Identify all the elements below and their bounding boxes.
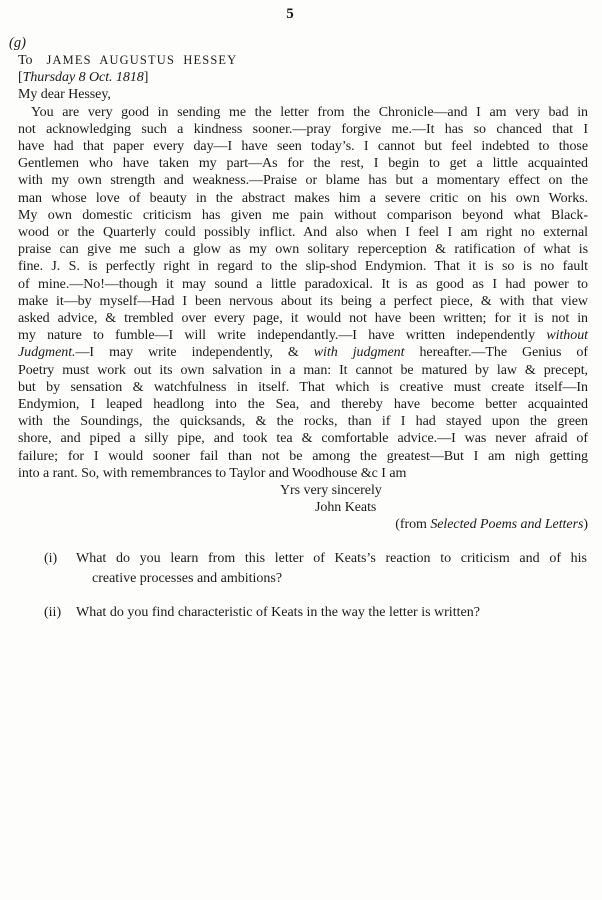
text-line: failure; for I would sooner fail than not be among the greatest—But I am nigh getting [18,448,588,464]
text-line: but by sensation & watchfulness in itself. That which is creative must create itself—In [18,379,588,395]
text-line: have had that paper every day—I have seen today’s. I cannot but feel indebted to those [18,139,588,155]
text-line: Endymion, I leaped headlong into the Sea, and thereby have become better acquainted [18,397,588,413]
questions-section [44,549,587,623]
text-line: man whose love of beauty in the abstract makes him a severe critic on his own Works. [18,190,588,206]
text-line: Poetry must work out its own salvation in a man: It cannot be matured by law & precept, [18,362,588,378]
closing-line: Yrs very sincerely [280,483,382,499]
text-line: not acknowledging such a kindness sooner.—pray forgive me.—It has so chanced that I [18,121,588,137]
text-line: of mine.—No!—though it may sound a little paradoxical. It is as good as I had power to [18,276,588,292]
signature-line: John Keats [315,500,377,516]
page-number: 5 [286,6,294,22]
text-line: creative processes and ambitions? [92,571,283,586]
question-label: (ii) [44,605,62,620]
text-line: into a rant. So, with remembrances to Taylor and Woodhouse &c I am [18,465,407,481]
question-text [76,603,587,623]
source-attribution: (from Selected Poems and Letters) [395,517,588,533]
recipient-line: To JAMES AUGUSTUS HESSEY [18,53,238,68]
text-line: make it—by myself—Had I been nervous about its being a perfect piece, & with that view [18,293,588,309]
section-label: (g) [9,35,26,51]
question-item-ii [44,603,587,623]
text-line: shore, and piped a silly pipe, and took tea & comfortable advice.—I was never afraid of [18,431,588,447]
date-line: [Thursday 8 Oct. 1818] [18,70,149,86]
text-line: my nature to fumble—I will write independantly.—I have written independently without [18,328,588,344]
text-line: What do you find characteristic of Keats in the way the letter is written? [76,605,480,620]
text-line: My own domestic criticism has given me pain without comparison beyond what Black- [18,207,588,223]
text-line: You are very good in sending me the letter from the Chronicle—and I am very bad in [31,104,588,120]
text-line: with my own strength and weakness.—Praise or blame has but a momentary effect on the [18,173,588,189]
text-line: asked advice, & trembled over every page, it would not have been written; for it is not in [18,311,588,327]
question-text [76,549,587,589]
text-line: Gentlemen who have taken my part—As for the rest, I begin to get a little acquainted [18,156,588,172]
text-line: wood or the Quarterly could possibly inflict. And also when I feel I am right no external [18,225,588,241]
text-line: fine. J. S. is perfectly right in regard to the slip-shod Endymion. That it is so is no fault [18,259,588,275]
question-label: (i) [44,551,58,566]
text-line: What do you learn from this letter of Keats’s reaction to criticism and of his [76,551,587,566]
text-line: Judgment.—I may write independently, & with judgment hereafter.—The Genius of [18,345,588,361]
letter-body [18,52,588,534]
text-line: with the Soundings, the quicksands, & the rocks, than if I had stayed upon the green [18,414,588,430]
question-item-i [44,549,587,589]
text-line: praise can give me such a glow as my own solitary reperception & ratification of what is [18,242,588,258]
salutation: My dear Hessey, [18,87,111,103]
